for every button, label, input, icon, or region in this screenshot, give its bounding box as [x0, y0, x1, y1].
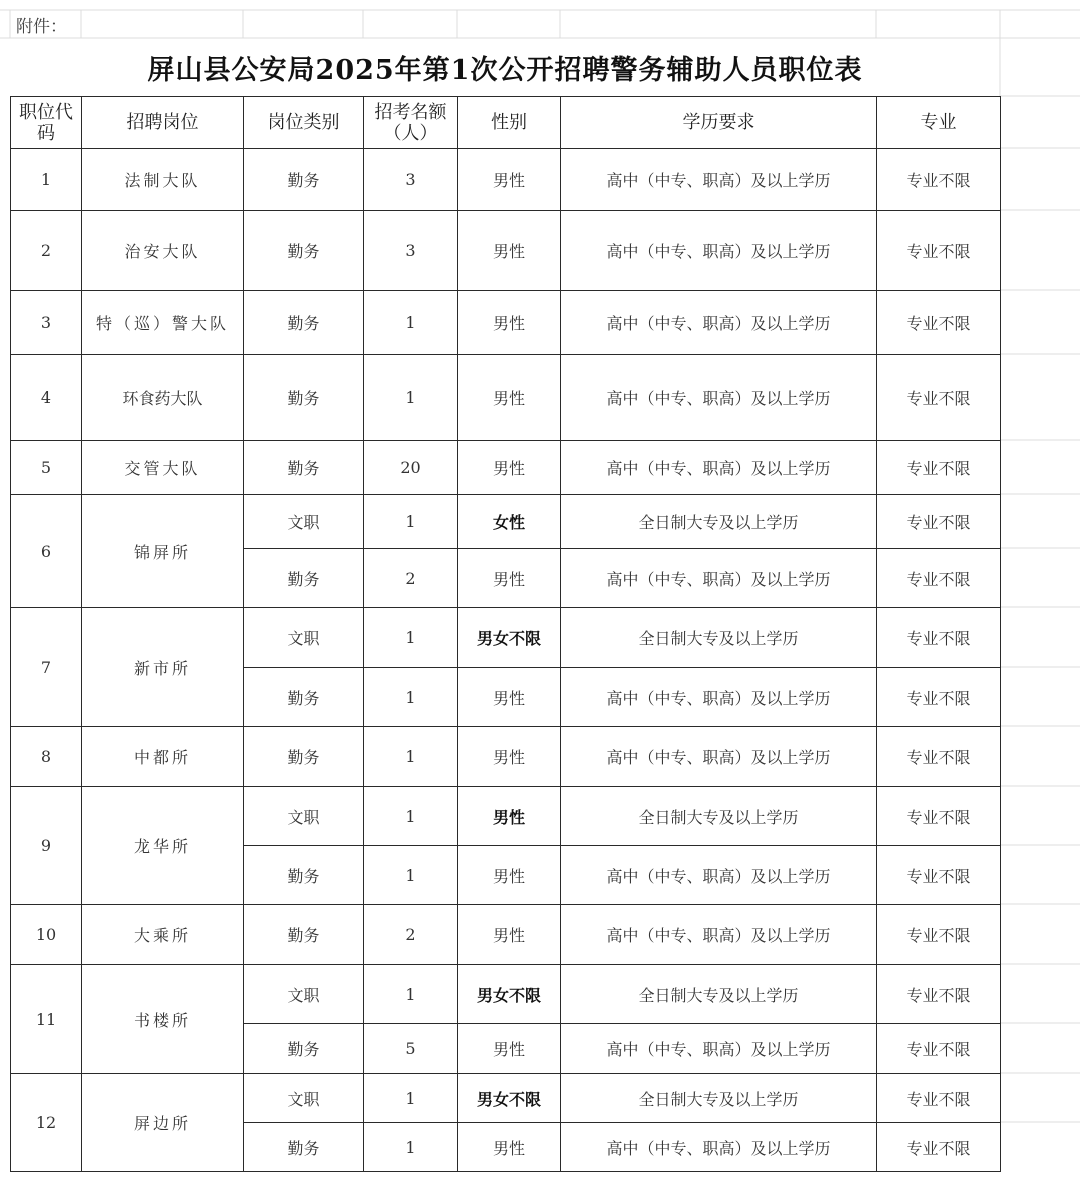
- position-code: 11: [11, 965, 82, 1074]
- header-education: 学历要求: [561, 97, 877, 149]
- position-code: 6: [11, 495, 82, 608]
- position-education: 全日制大专及以上学历: [561, 1074, 877, 1123]
- position-major: 专业不限: [877, 1123, 1001, 1172]
- position-category: 勤务: [244, 355, 364, 441]
- position-post: 特（巡）警大队: [82, 291, 244, 355]
- position-gender: 男性: [458, 727, 561, 787]
- position-post: 交管大队: [82, 441, 244, 495]
- table-row: [11, 965, 1001, 1024]
- position-major: 专业不限: [877, 905, 1001, 965]
- position-major: 专业不限: [877, 1074, 1001, 1123]
- positions-table: [10, 96, 1001, 1172]
- position-education: 高中（中专、职高）及以上学历: [561, 1024, 877, 1074]
- position-major: 专业不限: [877, 846, 1001, 905]
- position-education: 高中（中专、职高）及以上学历: [561, 668, 877, 727]
- position-major: 专业不限: [877, 495, 1001, 549]
- position-gender: 男性: [458, 291, 561, 355]
- position-education: 高中（中专、职高）及以上学历: [561, 549, 877, 608]
- position-post: 屏边所: [82, 1074, 244, 1172]
- position-major: 专业不限: [877, 787, 1001, 846]
- position-post: 中都所: [82, 727, 244, 787]
- header-gender: 性别: [458, 97, 561, 149]
- position-code: 3: [11, 291, 82, 355]
- header-post: 招聘岗位: [82, 97, 244, 149]
- position-category: 勤务: [244, 1123, 364, 1172]
- position-quota: 2: [364, 905, 458, 965]
- header-row: [11, 97, 1001, 149]
- position-post: 大乘所: [82, 905, 244, 965]
- position-category: 勤务: [244, 727, 364, 787]
- position-code: 7: [11, 608, 82, 727]
- position-category: 文职: [244, 495, 364, 549]
- position-category: 勤务: [244, 905, 364, 965]
- table-row: [11, 608, 1001, 668]
- position-code: 4: [11, 355, 82, 441]
- position-quota: 1: [364, 727, 458, 787]
- position-post: 治安大队: [82, 211, 244, 291]
- position-quota: 1: [364, 1074, 458, 1123]
- position-major: 专业不限: [877, 291, 1001, 355]
- table-row: [11, 787, 1001, 846]
- page-title: 屏山县公安局2025年第1次公开招聘警务辅助人员职位表: [147, 54, 863, 86]
- position-category: 文职: [244, 787, 364, 846]
- position-category: 文职: [244, 608, 364, 668]
- position-gender: 男女不限: [458, 1074, 561, 1123]
- position-major: 专业不限: [877, 149, 1001, 211]
- position-quota: 1: [364, 1123, 458, 1172]
- position-post: 环食药大队: [82, 355, 244, 441]
- position-quota: 20: [364, 441, 458, 495]
- position-quota: 1: [364, 965, 458, 1024]
- position-education: 全日制大专及以上学历: [561, 608, 877, 668]
- header-major: 专业: [877, 97, 1001, 149]
- position-gender: 男性: [458, 441, 561, 495]
- position-post: 新市所: [82, 608, 244, 727]
- position-code: 10: [11, 905, 82, 965]
- table-row: [11, 495, 1001, 549]
- table-row: [11, 727, 1001, 787]
- position-education: 全日制大专及以上学历: [561, 965, 877, 1024]
- position-gender: 男性: [458, 1123, 561, 1172]
- position-gender: 女性: [458, 495, 561, 549]
- position-major: 专业不限: [877, 211, 1001, 291]
- position-education: 高中（中专、职高）及以上学历: [561, 727, 877, 787]
- position-education: 高中（中专、职高）及以上学历: [561, 211, 877, 291]
- table-row: [11, 1074, 1001, 1123]
- position-code: 2: [11, 211, 82, 291]
- position-gender: 男性: [458, 1024, 561, 1074]
- position-quota: 5: [364, 1024, 458, 1074]
- position-quota: 2: [364, 549, 458, 608]
- position-quota: 1: [364, 608, 458, 668]
- position-gender: 男性: [458, 787, 561, 846]
- position-major: 专业不限: [877, 441, 1001, 495]
- position-category: 勤务: [244, 441, 364, 495]
- table-row: [11, 905, 1001, 965]
- position-major: 专业不限: [877, 668, 1001, 727]
- position-category: 勤务: [244, 846, 364, 905]
- position-code: 9: [11, 787, 82, 905]
- position-code: 1: [11, 149, 82, 211]
- position-major: 专业不限: [877, 965, 1001, 1024]
- position-gender: 男女不限: [458, 608, 561, 668]
- position-education: 高中（中专、职高）及以上学历: [561, 149, 877, 211]
- position-quota: 1: [364, 846, 458, 905]
- position-category: 文职: [244, 965, 364, 1024]
- position-gender: 男性: [458, 549, 561, 608]
- position-gender: 男女不限: [458, 965, 561, 1024]
- position-category: 勤务: [244, 1024, 364, 1074]
- position-education: 高中（中专、职高）及以上学历: [561, 905, 877, 965]
- position-code: 8: [11, 727, 82, 787]
- table-row: [11, 355, 1001, 441]
- position-major: 专业不限: [877, 549, 1001, 608]
- position-education: 全日制大专及以上学历: [561, 495, 877, 549]
- position-code: 5: [11, 441, 82, 495]
- position-post: 锦屏所: [82, 495, 244, 608]
- position-gender: 男性: [458, 211, 561, 291]
- position-quota: 1: [364, 291, 458, 355]
- position-gender: 男性: [458, 668, 561, 727]
- position-category: 勤务: [244, 291, 364, 355]
- header-quota: 招考名额（人）: [364, 97, 458, 149]
- position-education: 全日制大专及以上学历: [561, 787, 877, 846]
- position-category: 勤务: [244, 549, 364, 608]
- position-major: 专业不限: [877, 1024, 1001, 1074]
- position-major: 专业不限: [877, 608, 1001, 668]
- position-education: 高中（中专、职高）及以上学历: [561, 846, 877, 905]
- position-post: 书楼所: [82, 965, 244, 1074]
- table-row: [11, 441, 1001, 495]
- position-category: 勤务: [244, 668, 364, 727]
- position-category: 勤务: [244, 211, 364, 291]
- position-quota: 1: [364, 668, 458, 727]
- position-major: 专业不限: [877, 355, 1001, 441]
- position-education: 高中（中专、职高）及以上学历: [561, 291, 877, 355]
- position-category: 文职: [244, 1074, 364, 1123]
- attachment-label: 附件：: [16, 17, 67, 37]
- position-gender: 男性: [458, 149, 561, 211]
- position-education: 高中（中专、职高）及以上学历: [561, 1123, 877, 1172]
- position-gender: 男性: [458, 905, 561, 965]
- position-quota: 1: [364, 787, 458, 846]
- position-quota: 1: [364, 355, 458, 441]
- position-post: 龙华所: [82, 787, 244, 905]
- position-major: 专业不限: [877, 727, 1001, 787]
- position-code: 12: [11, 1074, 82, 1172]
- header-category: 岗位类别: [244, 97, 364, 149]
- position-education: 高中（中专、职高）及以上学历: [561, 355, 877, 441]
- position-gender: 男性: [458, 355, 561, 441]
- position-quota: 3: [364, 211, 458, 291]
- position-post: 法制大队: [82, 149, 244, 211]
- position-gender: 男性: [458, 846, 561, 905]
- header-code: 职位代码: [11, 97, 82, 149]
- table-row: [11, 291, 1001, 355]
- position-quota: 3: [364, 149, 458, 211]
- position-education: 高中（中专、职高）及以上学历: [561, 441, 877, 495]
- position-category: 勤务: [244, 149, 364, 211]
- table-row: [11, 149, 1001, 211]
- table-row: [11, 211, 1001, 291]
- position-quota: 1: [364, 495, 458, 549]
